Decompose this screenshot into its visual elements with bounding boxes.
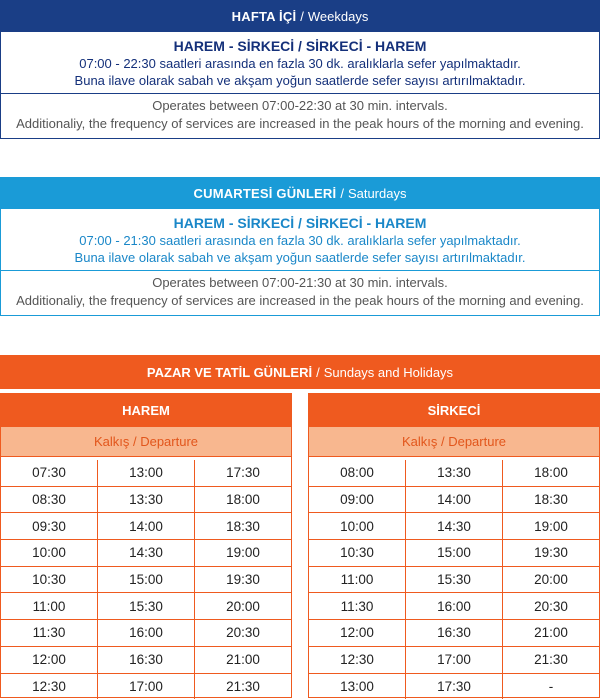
departure-time-cell: 19:00: [195, 540, 291, 566]
sirkeci-timetable: [308, 393, 600, 698]
table-row: [309, 674, 599, 699]
weekday-tr-line-2: Buna ilave olarak sabah ve akşam yoğun saatlerde sefer sayısı artırılmaktadır.: [1, 72, 599, 89]
departure-time-cell: 20:00: [503, 567, 599, 593]
departure-time-cell: 21:30: [503, 647, 599, 673]
departure-time-cell: 07:30: [1, 460, 98, 486]
departure-time-cell: 15:00: [98, 567, 195, 593]
saturday-en-line-1: Operates between 07:00-21:30 at 30 min. intervals.: [1, 274, 599, 292]
saturday-english-info: [1, 271, 599, 315]
table-row: [309, 487, 599, 514]
saturday-tr-line-1: 07:00 - 21:30 saatleri arasında en fazla 30 dk. aralıklarla sefer yapılmaktadır.: [1, 232, 599, 249]
sunday-title-en: Sundays and Holidays: [324, 365, 453, 380]
departure-time-cell: 17:00: [98, 674, 195, 699]
departure-time-cell: 19:00: [503, 513, 599, 539]
table-row: [1, 513, 291, 540]
table-row: [309, 620, 599, 647]
sirkeci-table-title: SİRKECİ: [309, 393, 599, 427]
table-row: [1, 620, 291, 647]
departure-time-cell: 16:00: [98, 620, 195, 646]
departure-time-cell: 15:30: [406, 567, 503, 593]
departure-time-cell: 11:00: [1, 593, 98, 619]
departure-time-cell: 10:30: [1, 567, 98, 593]
harem-timetable: [0, 393, 292, 698]
table-row: [1, 593, 291, 620]
departure-time-cell: 14:00: [98, 513, 195, 539]
table-row: [309, 647, 599, 674]
saturday-tr-line-2: Buna ilave olarak sabah ve akşam yoğun saatlerde sefer sayısı artırılmaktadır.: [1, 249, 599, 266]
table-row: [309, 460, 599, 487]
sunday-header: [0, 355, 600, 389]
table-row: [1, 540, 291, 567]
saturday-header: [0, 177, 600, 209]
departure-time-cell: 20:30: [503, 593, 599, 619]
saturday-schedule: [0, 177, 600, 316]
weekday-schedule: [0, 0, 600, 139]
departure-time-cell: 17:30: [195, 460, 291, 486]
saturday-route: HAREM - SİRKECİ / SİRKECİ - HAREM: [1, 214, 599, 232]
departure-time-cell: 16:30: [98, 647, 195, 673]
harem-table-title: HAREM: [1, 393, 291, 427]
departure-time-cell: 20:30: [195, 620, 291, 646]
sirkeci-rows: [309, 457, 599, 699]
departure-time-cell: 17:30: [406, 674, 503, 699]
departure-time-cell: 21:00: [503, 620, 599, 646]
departure-time-cell: 12:30: [1, 674, 98, 699]
departure-time-cell: 12:00: [1, 647, 98, 673]
departure-time-cell: 18:00: [503, 460, 599, 486]
saturday-title-separator: /: [340, 186, 344, 201]
table-row: [1, 647, 291, 674]
weekday-info-box: [0, 32, 600, 139]
table-row: [1, 567, 291, 594]
departure-time-cell: 14:00: [406, 487, 503, 513]
departure-time-cell: 13:00: [309, 674, 406, 699]
departure-time-cell: 12:00: [309, 620, 406, 646]
departure-time-cell: -: [503, 674, 599, 699]
saturday-title-en: Saturdays: [348, 186, 407, 201]
departure-time-cell: 13:30: [406, 460, 503, 486]
table-row: [1, 674, 291, 699]
table-row: [309, 567, 599, 594]
table-row: [309, 540, 599, 567]
harem-rows: [1, 457, 291, 699]
departure-time-cell: 18:30: [503, 487, 599, 513]
departure-time-cell: 09:30: [1, 513, 98, 539]
saturday-en-line-2: Additionaliy, the frequency of services are increased in the peak hours of the morning and evening.: [1, 292, 599, 310]
weekday-english-info: [1, 94, 599, 138]
departure-time-cell: 13:00: [98, 460, 195, 486]
departure-time-cell: 19:30: [195, 567, 291, 593]
weekday-title-en: Weekdays: [308, 9, 368, 24]
saturday-turkish-info: [1, 209, 599, 271]
weekday-turkish-info: [1, 32, 599, 94]
weekday-route: HAREM - SİRKECİ / SİRKECİ - HAREM: [1, 37, 599, 55]
weekday-en-line-2: Additionaliy, the frequency of services are increased in the peak hours of the morning and evening.: [1, 115, 599, 133]
departure-time-cell: 13:30: [98, 487, 195, 513]
weekday-title-separator: /: [300, 9, 304, 24]
departure-time-cell: 15:30: [98, 593, 195, 619]
departure-time-cell: 08:00: [309, 460, 406, 486]
sunday-title-separator: /: [316, 365, 320, 380]
departure-time-cell: 10:30: [309, 540, 406, 566]
departure-time-cell: 08:30: [1, 487, 98, 513]
departure-time-cell: 21:30: [195, 674, 291, 699]
saturday-title-tr: CUMARTESİ GÜNLERİ: [194, 186, 337, 201]
departure-time-cell: 14:30: [406, 513, 503, 539]
departure-time-cell: 20:00: [195, 593, 291, 619]
sirkeci-departure-label: Kalkış / Departure: [309, 427, 599, 457]
table-row: [309, 593, 599, 620]
weekday-title-tr: HAFTA İÇİ: [232, 9, 297, 24]
harem-departure-label: Kalkış / Departure: [1, 427, 291, 457]
departure-time-cell: 10:00: [309, 513, 406, 539]
departure-time-cell: 15:00: [406, 540, 503, 566]
departure-time-cell: 12:30: [309, 647, 406, 673]
departure-time-cell: 14:30: [98, 540, 195, 566]
departure-time-cell: 21:00: [195, 647, 291, 673]
departure-time-cell: 11:30: [1, 620, 98, 646]
sunday-title-tr: PAZAR VE TATİL GÜNLERİ: [147, 365, 312, 380]
departure-time-cell: 09:00: [309, 487, 406, 513]
departure-time-cell: 17:00: [406, 647, 503, 673]
saturday-info-box: [0, 209, 600, 316]
departure-time-cell: 11:00: [309, 567, 406, 593]
departure-time-cell: 11:30: [309, 593, 406, 619]
departure-time-cell: 18:00: [195, 487, 291, 513]
departure-time-cell: 10:00: [1, 540, 98, 566]
departure-time-cell: 16:30: [406, 620, 503, 646]
weekday-tr-line-1: 07:00 - 22:30 saatleri arasında en fazla 30 dk. aralıklarla sefer yapılmaktadır.: [1, 55, 599, 72]
table-row: [309, 513, 599, 540]
departure-time-cell: 19:30: [503, 540, 599, 566]
departure-time-cell: 16:00: [406, 593, 503, 619]
table-row: [1, 487, 291, 514]
weekday-header: [0, 0, 600, 32]
weekday-en-line-1: Operates between 07:00-22:30 at 30 min. intervals.: [1, 97, 599, 115]
departure-time-cell: 18:30: [195, 513, 291, 539]
table-row: [1, 460, 291, 487]
